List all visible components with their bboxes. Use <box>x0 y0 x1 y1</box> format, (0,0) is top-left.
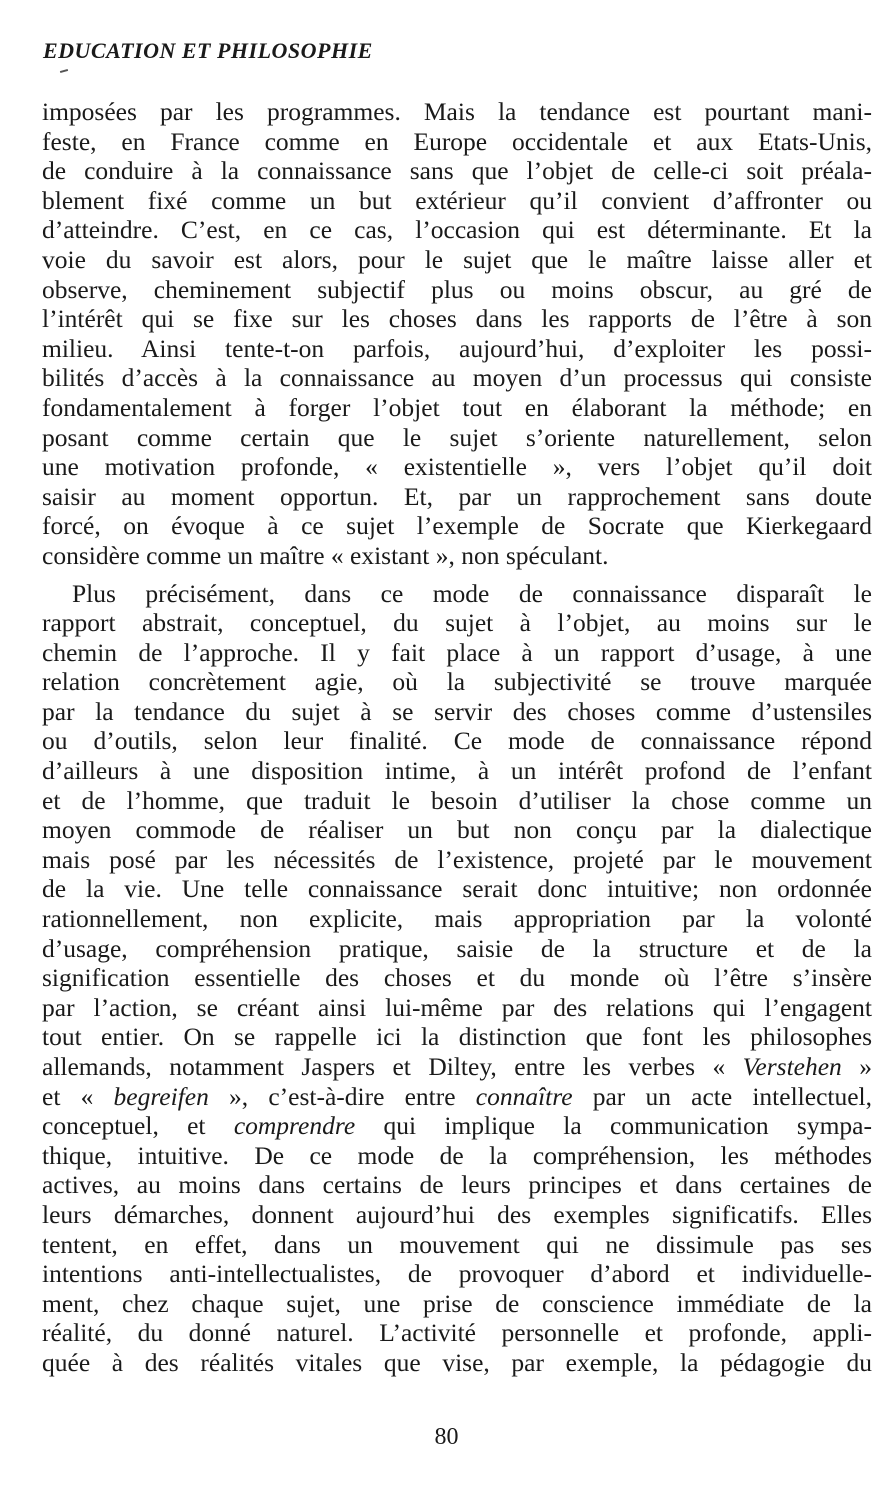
text-line: imposées par les programmes. Mais la tendance est pourtant mani- <box>42 97 872 126</box>
text-line: par l’action, se créant ainsi lui-même par des relations qui l’engagent <box>42 992 872 1022</box>
text-line: posant comme certain que le sujet s’oriente naturellement, selon <box>42 422 872 452</box>
text-line: par la tendance du sujet à se servir des choses comme d’ustensiles <box>42 696 872 726</box>
text-line: fondamentalement à forger l’objet tout en élaborant la méthode; en <box>42 392 872 422</box>
text-line: d’usage, compréhension pratique, saisie de la structure et de la <box>42 933 872 963</box>
paragraph <box>42 97 872 571</box>
text-line: de conduire à la connaissance sans que l’objet de celle-ci soit préala- <box>42 156 872 186</box>
italic-term: Verstehen <box>742 1052 842 1081</box>
text-line: et de l’homme, que traduit le besoin d’utiliser la chose comme un <box>42 785 872 815</box>
text-line: feste, en France comme en Europe occidentale et aux Etats-Unis, <box>42 126 872 156</box>
italic-term: comprendre <box>233 1111 356 1141</box>
text-line: moyen commode de réaliser un but non conçu par la dialectique <box>42 815 872 845</box>
text-line: actives, au moins dans certains de leurs principes et dans certaines de <box>42 1170 872 1200</box>
italic-term: connaître <box>475 1081 573 1111</box>
italic-term: begreifen <box>113 1081 209 1111</box>
text-line: une motivation profonde, « existentielle », vers l’objet qu’il doit <box>42 452 872 482</box>
text-line: rationnellement, non explicite, mais appropriation par la volonté <box>42 904 872 934</box>
text-line: allemands, notamment Jaspers et Diltey, entre les verbes « Verstehen » <box>42 1052 872 1081</box>
text-line: mais posé par les nécessités de l’existence, projeté par le mouvement <box>42 844 872 874</box>
text-line: Plus précisément, dans ce mode de connaissance disparaît le <box>72 578 872 608</box>
page-number: 80 <box>434 1424 459 1450</box>
text-line: ment, chez chaque sujet, une prise de conscience immédiate de la <box>42 1288 872 1318</box>
text-line: l’intérêt qui se fixe sur les choses dans les rapports de l’être à son <box>42 304 872 334</box>
text-line: et « begreifen », c’est-à-dire entre connaître par un acte intellectuel, <box>42 1081 873 1111</box>
text-line: chemin de l’approche. Il y fait place à un rapport d’usage, à une <box>42 637 872 667</box>
text-line: considère comme un maître « existant », non spéculant. <box>42 540 609 570</box>
text-line: tout entier. On se rappelle ici la distinction que font les philosophes <box>42 1022 872 1052</box>
text-line: blement fixé comme un but extérieur qu’il convient d’affronter ou <box>42 185 872 215</box>
text-line: ou d’outils, selon leur finalité. Ce mode de connaissance répond <box>42 726 872 756</box>
text-line: d’atteindre. C’est, en ce cas, l’occasion qui est déterminante. Et la <box>42 215 872 245</box>
text-line: saisir au moment opportun. Et, par un rapprochement sans doute <box>42 481 872 511</box>
text-line: quée à des réalités vitales que vise, par exemple, la pédagogie du <box>42 1347 872 1377</box>
text-line: conceptuel, et comprendre qui implique la communication sympa- <box>42 1111 872 1141</box>
text-line: rapport abstrait, conceptuel, du sujet à l’objet, au moins sur le <box>42 608 872 638</box>
text-line: relation concrètement agie, où la subjectivité se trouve marquée <box>42 667 872 697</box>
text-line: forcé, on évoque à ce sujet l’exemple de Socrate que Kierkegaard <box>42 511 872 541</box>
running-header: EDUCATION ET PHILOSOPHIE <box>43 38 373 63</box>
text-line: observe, cheminement subjectif plus ou moins obscur, au gré de <box>42 274 872 304</box>
text-line: bilités d’accès à la connaissance au moyen d’un processus qui consiste <box>42 363 872 393</box>
text-line: de la vie. Une telle connaissance serait donc intuitive; non ordonnée <box>42 874 872 904</box>
scan-speck <box>60 69 68 73</box>
text-line: leurs démarches, donnent aujourd’hui des exemples significatifs. Elles <box>42 1199 872 1229</box>
text-line: signification essentielle des choses et du monde où l’être s’insère <box>42 963 872 993</box>
paragraph <box>42 579 872 1378</box>
text-line: voie du savoir est alors, pour le sujet que le maître laisse aller et <box>42 244 872 274</box>
text-line: milieu. Ainsi tente-t-on parfois, aujourd’hui, d’exploiter les possi- <box>42 333 872 363</box>
text-line: réalité, du donné naturel. L’activité personnelle et profonde, appli- <box>42 1318 872 1348</box>
body-text <box>42 97 872 1386</box>
text-line: thique, intuitive. De ce mode de la compréhension, les méthodes <box>42 1140 872 1170</box>
text-line: intentions anti-intellectualistes, de provoquer d’abord et individuelle- <box>42 1259 872 1289</box>
text-line: tentent, en effet, dans un mouvement qui ne dissimule pas ses <box>42 1229 872 1259</box>
text-line: d’ailleurs à une disposition intime, à un intérêt profond de l’enfant <box>42 756 872 786</box>
